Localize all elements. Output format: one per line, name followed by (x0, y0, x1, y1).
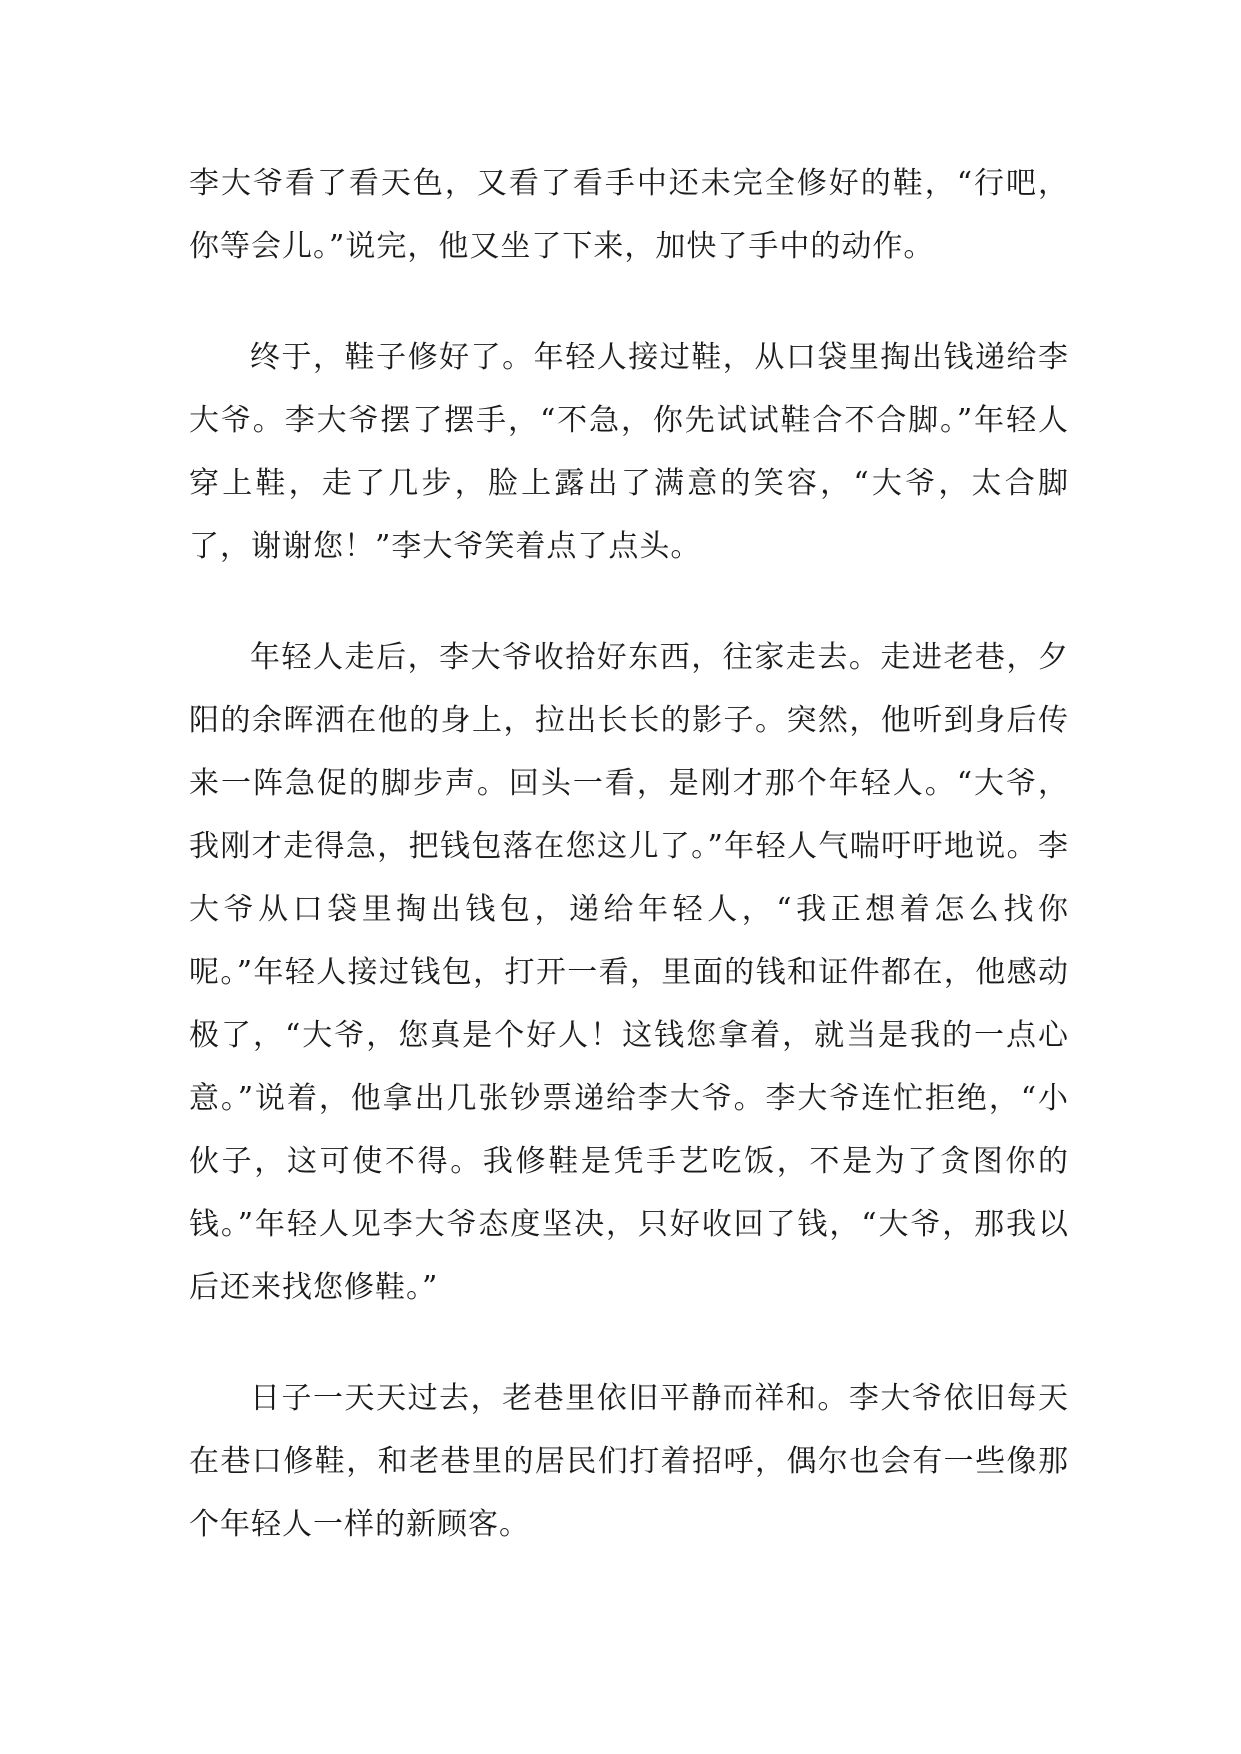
paragraph-1: 李大爷看了看天色，又看了看手中还未完全修好的鞋，“行吧，你等会儿。”说完，他又坐了下来，加快了手中的动作。 (189, 166, 1069, 264)
paragraph-3: 年轻人走后，李大爷收拾好东西，往家走去。走进老巷，夕阳的余晖洒在他的身上，拉出长长的影子。突然，他听到身后传来一阵急促的脚步声。回头一看，是刚才那个年轻人。“大爷，我刚才走得急，把钱包落在您这儿了。”年轻人气喘吁吁地说。李大爷从口袋里掏出钱包，递给年轻人，“我正想着怎么找你呢。”年轻人接过钱包，打开一看，里面的钱和证件都在，他感动极了，“大爷，您真是个好人！这钱您拿着，就当是我的一点心意。”说着，他拿出几张钞票递给李大爷。李大爷连忙拒绝，“小伙子，这可使不得。我修鞋是凭手艺吃饭，不是为了贪图你的钱。”年轻人见李大爷态度坚决，只好收回了钱，“大爷，那我以后还来找您修鞋。” (189, 640, 1069, 1305)
paragraph-2: 终于，鞋子修好了。年轻人接过鞋，从口袋里掏出钱递给李大爷。李大爷摆了摆手，“不急，你先试试鞋合不合脚。”年轻人穿上鞋，走了几步，脸上露出了满意的笑容，“大爷，太合脚了，谢谢您！”李大爷笑着点了点头。 (189, 340, 1069, 564)
story-text (189, 152, 1069, 1604)
paragraph-4: 日子一天天过去，老巷里依旧平静而祥和。李大爷依旧每天在巷口修鞋，和老巷里的居民们打着招呼，偶尔也会有一些像那个年轻人一样的新顾客。 (189, 1381, 1069, 1542)
